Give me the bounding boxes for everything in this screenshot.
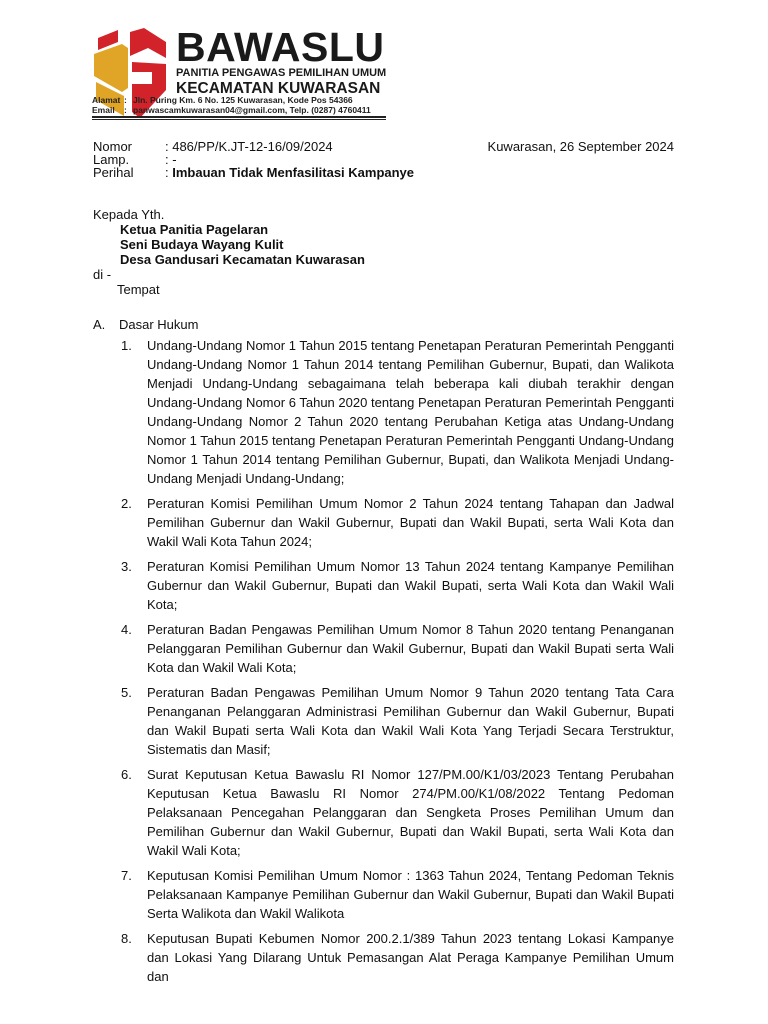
list-item-number: 1.: [121, 338, 132, 353]
lamp-row: Lamp. : -: [93, 152, 177, 167]
list-item-number: 2.: [121, 496, 132, 511]
list-item-number: 6.: [121, 767, 132, 782]
list-item: [121, 494, 674, 551]
recipient-line: Ketua Panitia Pagelaran: [120, 222, 269, 237]
list-item: [121, 557, 674, 614]
list-item-number: 5.: [121, 685, 132, 700]
address-line: Alamat : Jln. Puring Km. 6 No. 125 Kuwarasan, Kode Pos 54366: [92, 95, 353, 105]
letter-meta: [93, 140, 414, 179]
brand-title: BAWASLU: [176, 24, 385, 70]
list-item-number: 3.: [121, 559, 132, 574]
place-date: Kuwarasan, 26 September 2024: [487, 139, 674, 154]
section-heading: A. Dasar Hukum: [93, 317, 199, 332]
list-item-text: Surat Keputusan Ketua Bawaslu RI Nomor 127/PM.00/K1/03/2023 Tentang Perubahan Keputusan Ketua Bawaslu RI Nomor 274/PM.00/K1/08/2022 Tentang Pedoman Pelaksanaan Pencegahan Pelanggaran dan Sengketa Proses Pemilihan Umum dan Pemilihan Gubernur dan Wakil Gubernur, Bupati dan Wakil Bupati, serta Wali Kota dan Wakil Wali Kota;: [147, 767, 674, 858]
di-label: di -: [93, 267, 112, 282]
brand-district: KECAMATAN KUWARASAN: [176, 80, 381, 97]
list-item: [121, 929, 674, 986]
list-item-text: Peraturan Komisi Pemilihan Umum Nomor 2 Tahun 2024 tentang Tahapan dan Jadwal Pemilihan Gubernur dan Wakil Gubernur, Bupati dan Wakil Bupati, serta Wali Kota dan Wakil Wali Kota Tahun 2024;: [147, 496, 674, 549]
list-item-text: Keputusan Bupati Kebumen Nomor 200.2.1/389 Tahun 2023 tentang Lokasi Kampanye dan Lokasi Yang Dilarang Untuk Pemasangan Alat Peraga Kampanye Pemilihan Umum dan: [147, 931, 674, 984]
perihal-row: Perihal : Imbauan Tidak Menfasilitasi Kampanye: [93, 165, 415, 180]
list-item: [121, 765, 674, 860]
nomor-row: Nomor : 486/PP/K.JT-12-16/09/2024: [93, 139, 333, 154]
legal-basis-list: [121, 336, 674, 992]
perihal-value: Imbauan Tidak Menfasilitasi Kampanye: [172, 165, 415, 180]
list-item: [121, 620, 674, 677]
letterhead: [176, 24, 391, 97]
tempat-label: Tempat: [117, 282, 160, 297]
recipient-line: Desa Gandusari Kecamatan Kuwarasan: [120, 252, 365, 267]
letterhead-divider: [92, 116, 386, 118]
letterhead-divider-thin: [92, 119, 386, 120]
list-item-number: 8.: [121, 931, 132, 946]
list-item-text: Undang-Undang Nomor 1 Tahun 2015 tentang Penetapan Peraturan Pemerintah Pengganti Undang-Undang Nomor 1 Tahun 2014 tentang Pemilihan Gubernur, Bupati, dan Walikota Menjadi Undang-Undang sebagaimana telah beberapa kali diubah terakhir dengan Undang-Undang Nomor 6 Tahun 2020 tentang Penetapan Peraturan Pemerintah Pengganti Undang-Undang Nomor 2 Tahun 2020 tentang Perubahan Ketiga atas Undang-Undang Nomor 1 Tahun 2015 tentang Penetapan Peraturan Pemerintah Pengganti Undang-Undang Nomor 1 Tahun 2014 tentang Pemilihan Gubernur, Bupati, dan Walikota Menjadi Undang-Undang Menjadi Undang-Undang;: [147, 338, 674, 486]
recipient-block: [93, 207, 365, 297]
recipient-line: Seni Budaya Wayang Kulit: [120, 237, 284, 252]
email-line: Email : panwascamkuwarasan04@gmail.com, Telp. (0287) 4760411: [92, 105, 371, 115]
list-item: [121, 683, 674, 759]
letterhead-contact: [92, 95, 371, 115]
list-item-text: Peraturan Komisi Pemilihan Umum Nomor 13 Tahun 2024 tentang Kampanye Pemilihan Gubernur dan Wakil Gubernur, Bupati dan Wakil Bupati, serta Wali Kota dan Wakil Wali Kota;: [147, 559, 674, 612]
list-item: [121, 866, 674, 923]
list-item-text: Peraturan Badan Pengawas Pemilihan Umum Nomor 9 Tahun 2020 tentang Tata Cara Penanganan Pelanggaran Administrasi Pemilihan Gubernur dan Wakil Gubernur, Bupati dan Wakil Bupati serta Wali Kota dan Wakil Wali Kota Yang Terjadi Secara Terstruktur, Sistematis dan Masif;: [147, 685, 674, 757]
list-item: [121, 336, 674, 488]
list-item-text: Keputusan Komisi Pemilihan Umum Nomor : 1363 Tahun 2024, Tentang Pedoman Teknis Pelaksanaan Kampanye Pemilihan Gubernur dan Wakil Gubernur, Bupati dan Wakil Bupati Serta Walikota dan Wakil Walikota: [147, 868, 674, 921]
brand-subtitle: PANITIA PENGAWAS PEMILIHAN UMUM: [176, 67, 387, 79]
list-item-number: 7.: [121, 868, 132, 883]
list-item-text: Peraturan Badan Pengawas Pemilihan Umum Nomor 8 Tahun 2020 tentang Penanganan Pelanggaran Pemilihan Gubernur dan Wakil Gubernur, Bupati dan Wakil Bupati serta Wali Kota dan Wakil Wali Kota;: [147, 622, 674, 675]
list-item-number: 4.: [121, 622, 132, 637]
greeting: Kepada Yth.: [93, 207, 165, 222]
